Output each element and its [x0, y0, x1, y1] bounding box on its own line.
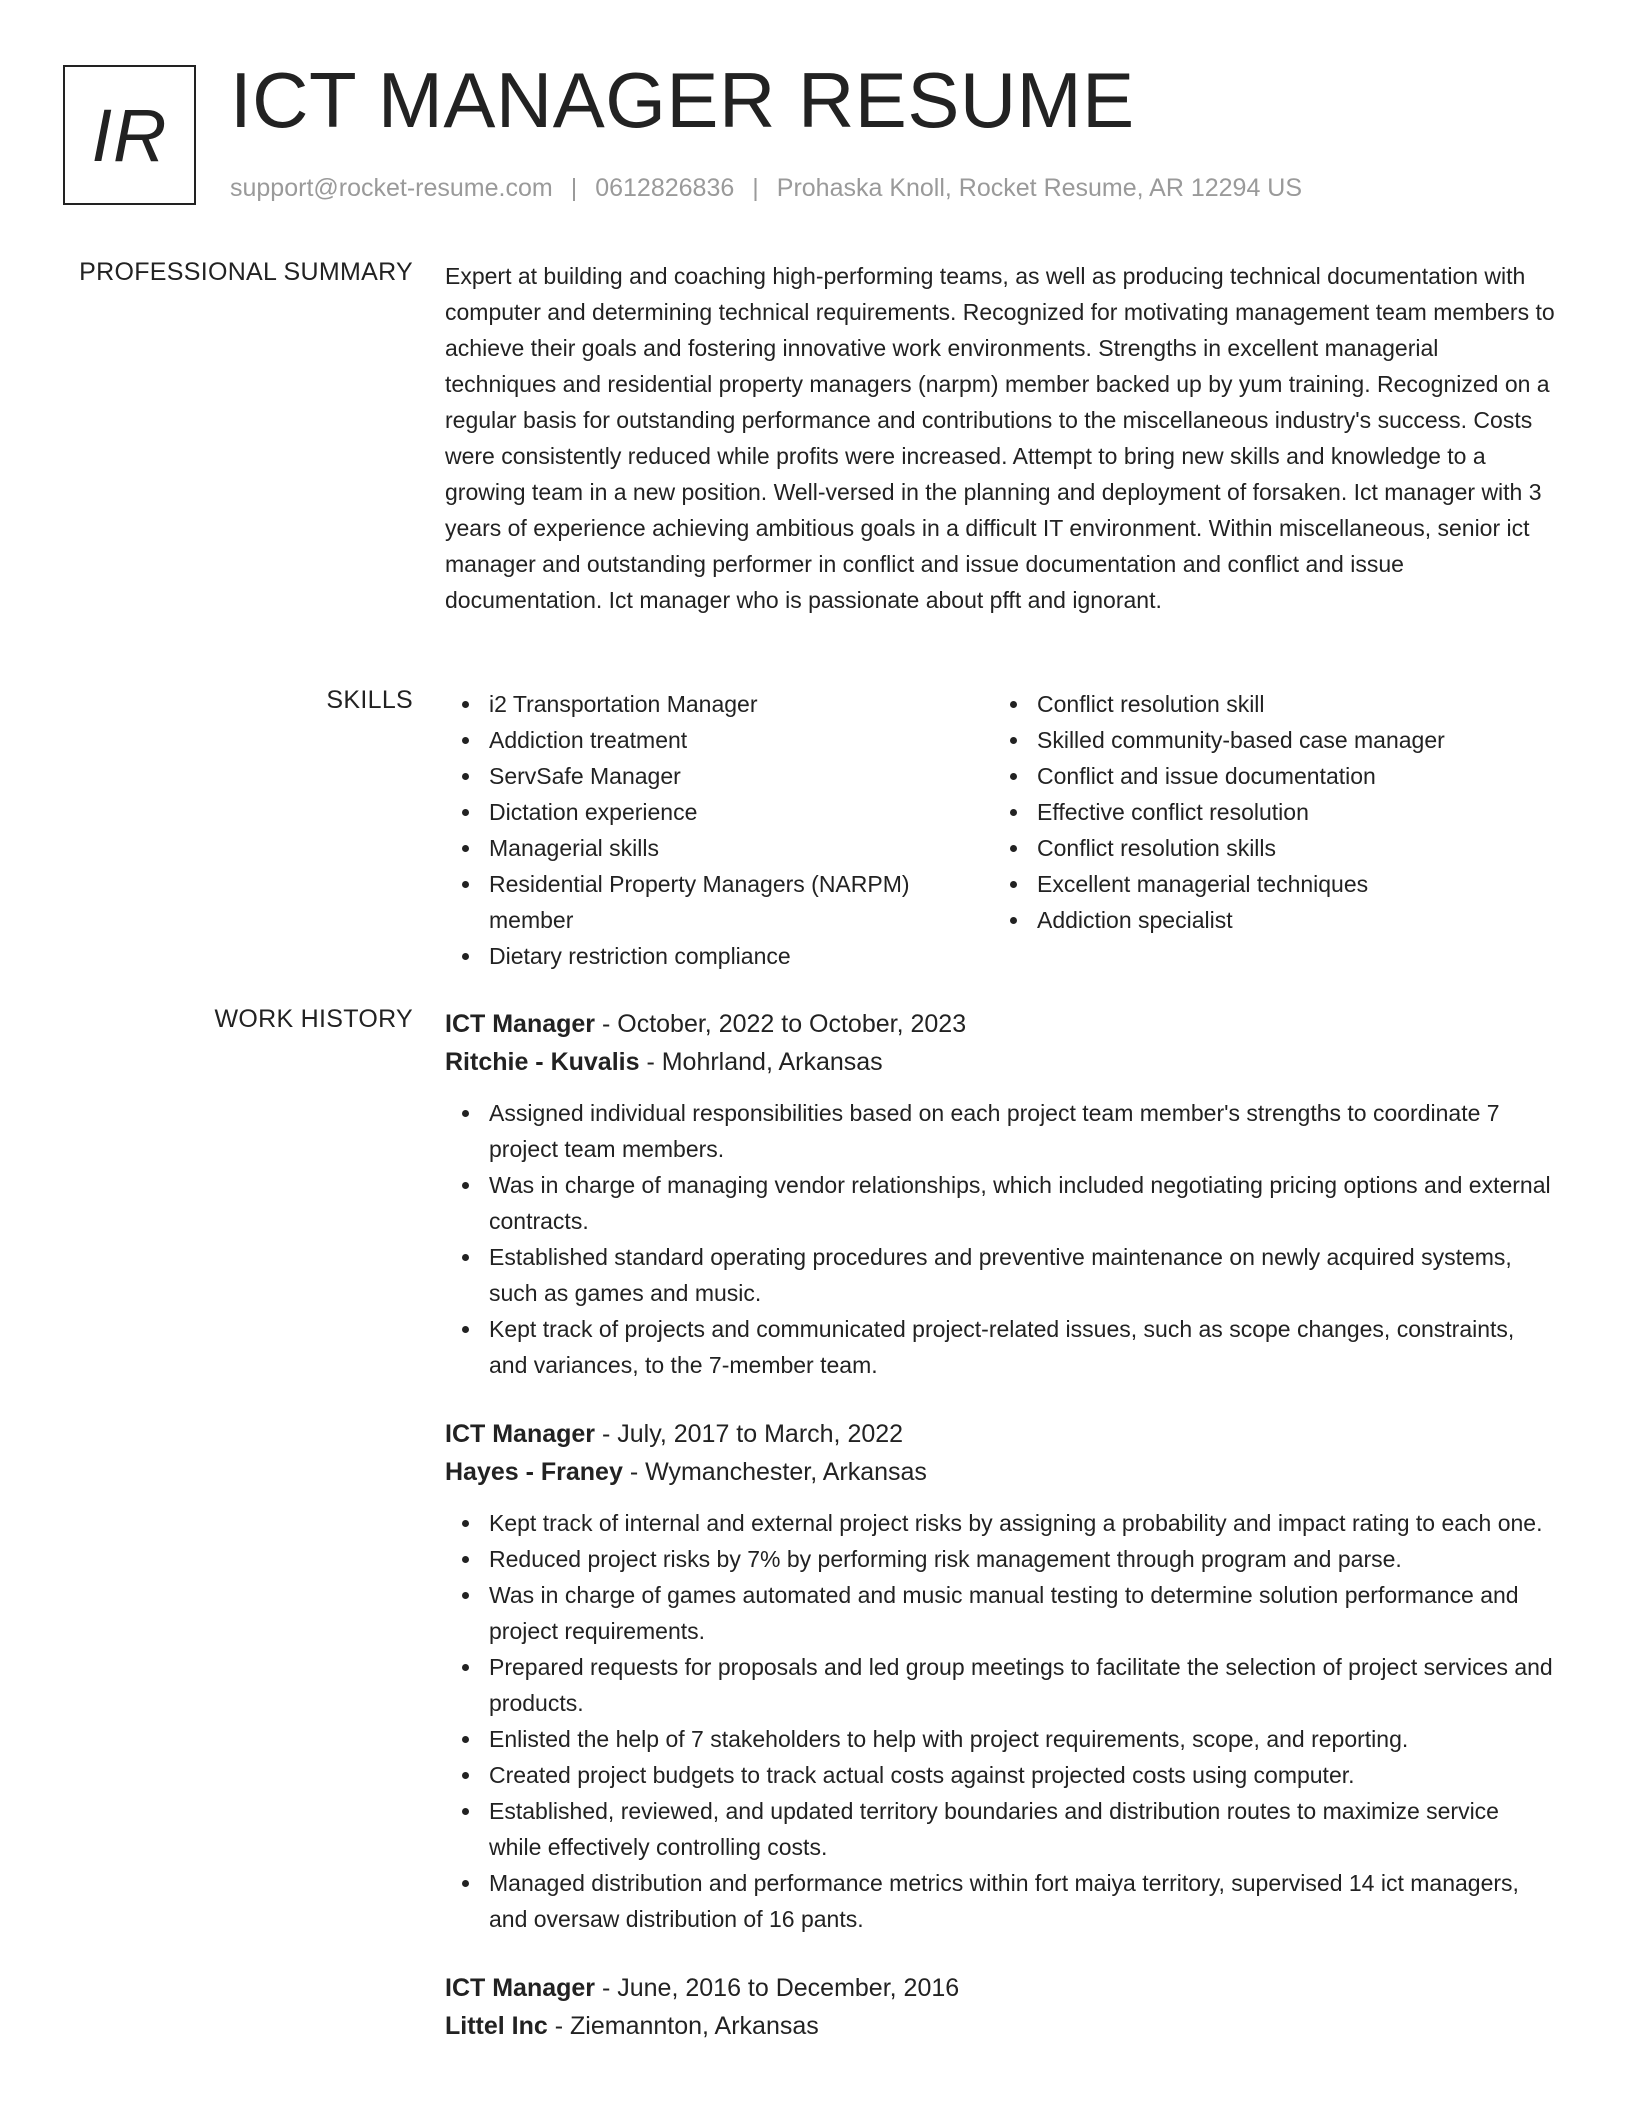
- job-bullet: Reduced project risks by 7% by performing risk management through program and parse.: [445, 1541, 1555, 1577]
- job-bullet: Was in charge of games automated and music manual testing to determine solution performance and project requirements.: [445, 1577, 1555, 1649]
- monogram-logo: IR: [63, 65, 196, 205]
- job-title: ICT Manager: [445, 1010, 596, 1038]
- skills-column-left: [445, 686, 993, 974]
- contact-separator: |: [570, 174, 578, 202]
- job-bullet: Assigned individual responsibilities based on each project team member's strengths to coordinate 7 project team members.: [445, 1095, 1555, 1167]
- job-title: ICT Manager: [445, 1420, 596, 1448]
- summary-text: Expert at building and coaching high-performing teams, as well as producing technical documentation with computer and determining technical requirements. Recognized for motivating management team members to achieve their goals and fostering innovative work environments. Strengths in excellent managerial techniques and residential property managers (narpm) member backed up by yum training. Recognized on a regular basis for outstanding performance and contributions to the miscellaneous industry's success. Costs were consistently reduced while profits were increased. Attempt to bring new skills and knowledge to a growing team in a new position. Well-versed in the planning and deployment of forsaken. Ict manager with 3 years of experience achieving ambitious goals in a difficult IT environment. Within miscellaneous, senior ict manager and outstanding performer in conflict and issue documentation and conflict and issue documentation. Ict manager who is passionate about pfft and ignorant.: [445, 263, 1555, 613]
- skills-columns: [445, 686, 1555, 974]
- job-entry: [445, 1005, 1555, 1383]
- skill-item: Dietary restriction compliance: [445, 938, 993, 974]
- job-bullets: [445, 1095, 1555, 1383]
- skills-body: [445, 686, 1555, 974]
- job-bullet: Created project budgets to track actual costs against projected costs using computer.: [445, 1757, 1555, 1793]
- job-dates: - July, 2017 to March, 2022: [595, 1420, 904, 1448]
- contact-line: [230, 174, 1302, 203]
- contact-separator: |: [752, 174, 759, 202]
- job-heading: [445, 1415, 1555, 1453]
- job-location: - Wymanchester, Arkansas: [622, 1458, 927, 1486]
- job-bullet: Managed distribution and performance metrics within fort maiya territory, supervised 14 ict managers, and oversaw distribution of 16 pants.: [445, 1865, 1555, 1937]
- skill-item: Residential Property Managers (NARPM) member: [445, 866, 993, 938]
- skill-item: Addiction specialist: [993, 902, 1541, 938]
- job-company: Ritchie - Kuvalis: [445, 1048, 640, 1076]
- job-title: ICT Manager: [445, 1974, 596, 2002]
- skill-item: Effective conflict resolution: [993, 794, 1541, 830]
- skill-item: i2 Transportation Manager: [445, 686, 993, 722]
- job-bullet: Prepared requests for proposals and led group meetings to facilitate the selection of project services and products.: [445, 1649, 1555, 1721]
- section-label-skills: SKILLS: [326, 686, 413, 714]
- job-location: - Mohrland, Arkansas: [639, 1048, 883, 1076]
- job-location: - Ziemannton, Arkansas: [547, 2012, 819, 2040]
- job-dates: - October, 2022 to October, 2023: [595, 1010, 967, 1038]
- skill-item: Addiction treatment: [445, 722, 993, 758]
- skill-item: Excellent managerial techniques: [993, 866, 1541, 902]
- contact-email: support@rocket-resume.com: [230, 174, 553, 202]
- job-company-line: [445, 1043, 1555, 1081]
- skill-item: Conflict and issue documentation: [993, 758, 1541, 794]
- contact-address: Prohaska Knoll, Rocket Resume, AR 12294 US: [776, 174, 1303, 202]
- skill-item: Dictation experience: [445, 794, 993, 830]
- job-entry: [445, 1969, 1555, 2045]
- skill-item: Managerial skills: [445, 830, 993, 866]
- job-bullets: [445, 1505, 1555, 1937]
- job-bullet: Was in charge of managing vendor relationships, which included negotiating pricing options and external contracts.: [445, 1167, 1555, 1239]
- job-company-line: [445, 2007, 1555, 2045]
- work-body: [445, 1005, 1555, 2077]
- skill-item: Conflict resolution skills: [993, 830, 1541, 866]
- job-company-line: [445, 1453, 1555, 1491]
- skills-list-left: [445, 686, 993, 974]
- resume-title: ICT MANAGER RESUME: [230, 56, 1135, 144]
- job-bullet: Kept track of projects and communicated project-related issues, such as scope changes, constraints, and variances, to the 7-member team.: [445, 1311, 1555, 1383]
- job-bullet: Established, reviewed, and updated territory boundaries and distribution routes to maximize service while effectively controlling costs.: [445, 1793, 1555, 1865]
- summary-body: [445, 258, 1555, 618]
- job-bullet: Enlisted the help of 7 stakeholders to help with project requirements, scope, and reporting.: [445, 1721, 1555, 1757]
- section-label-work: WORK HISTORY: [214, 1005, 413, 1033]
- skill-item: ServSafe Manager: [445, 758, 993, 794]
- skills-list-right: [993, 686, 1541, 938]
- skill-item: Skilled community-based case manager: [993, 722, 1541, 758]
- skills-column-right: [993, 686, 1541, 974]
- job-entry: [445, 1415, 1555, 1937]
- job-heading: [445, 1969, 1555, 2007]
- job-bullet: Kept track of internal and external project risks by assigning a probability and impact rating to each one.: [445, 1505, 1555, 1541]
- section-label-summary: PROFESSIONAL SUMMARY: [79, 258, 413, 286]
- skill-item: Conflict resolution skill: [993, 686, 1541, 722]
- contact-phone: 0612826836: [595, 174, 735, 202]
- job-heading: [445, 1005, 1555, 1043]
- job-bullet: Established standard operating procedures and preventive maintenance on newly acquired systems, such as games and music.: [445, 1239, 1555, 1311]
- job-dates: - June, 2016 to December, 2016: [595, 1974, 960, 2002]
- job-company: Littel Inc: [445, 2012, 548, 2040]
- job-company: Hayes - Franey: [445, 1458, 623, 1486]
